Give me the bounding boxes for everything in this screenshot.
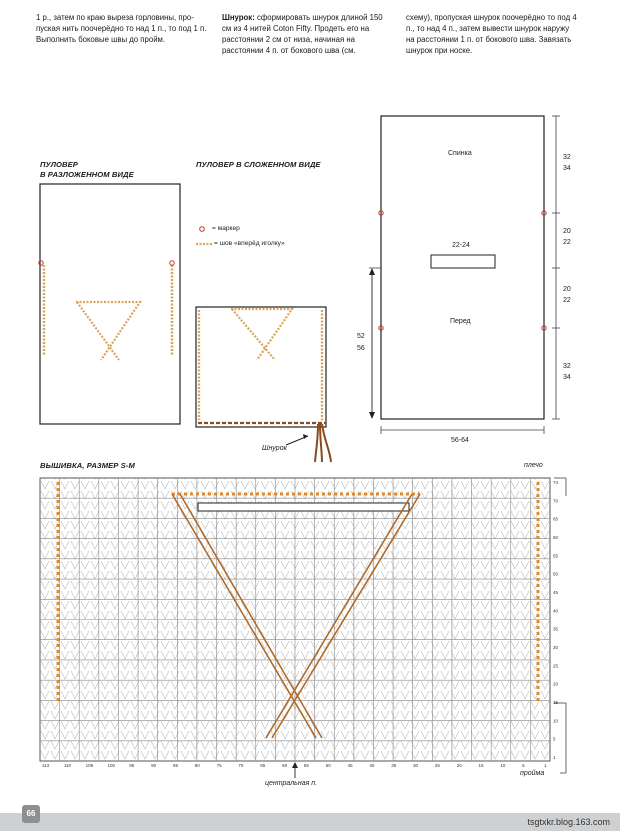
folded-diagram [196,307,331,462]
chart-x-tick: 113 [42,763,50,768]
site-url: tsgtxkr.blog.163.com [527,817,610,827]
measure-label: 22 [563,239,571,246]
chart-x-tick: 10 [500,763,506,768]
legend-seam-label: = шов «вперёд иголку» [214,240,285,247]
chart-x-tick: 100 [107,763,115,768]
chart-x-tick: 50 [325,763,331,768]
measure-label: 20 [563,228,571,235]
back-label: Спинка [448,150,472,157]
text-col1: 1 р., затем по краю выреза горловины, про-пуская нить поочерёдно то над 1 п., то под 1 п. [36,13,207,33]
unfolded-outline [40,184,180,424]
legend-marker-label: = маркер [212,225,240,232]
chart-x-tick: 60 [282,763,288,768]
unfolded-v-stitch [76,302,140,360]
chart-y-tick: 30 [553,645,559,650]
chart-x-tick: 25 [434,763,440,768]
chart-y-tick: 15 [553,700,559,705]
text-col1b: Выполнить боковые швы до пройм. [36,35,166,44]
marker-legend-icon [200,227,205,232]
neckline-bar [198,503,409,511]
chart-y-tick: 1 [553,755,556,760]
chart-x-tick: 5 [522,763,525,768]
chart-y-tick: 35 [553,626,559,632]
measure-label: 22 [563,297,571,304]
chart-y-tick: 25 [553,663,559,669]
measure-label: 32 [563,363,571,370]
chart-x-tick: 15 [478,763,484,768]
chart-x-tick: 75 [216,763,222,768]
cord-end [315,424,318,462]
chart-y-tick: 55 [553,553,559,559]
center-stitch-label: центральная п. [265,780,318,787]
chart-x-tick: 40 [369,763,375,768]
chart-y-tick: 60 [553,535,559,540]
chart-y-tick: 70 [553,498,559,504]
text-col2-bold: Шнурок: [222,13,255,22]
folded-outline [196,307,326,427]
chart-x-tick: 80 [194,763,200,768]
width-label: 56-64 [451,437,469,444]
chart-y-tick: 45 [553,590,559,595]
armhole-label: пройма [520,770,545,777]
chart-x-tick: 105 [85,763,94,768]
legend [196,227,212,244]
neck-label: 22-24 [452,242,470,249]
length-label-2: 56 [357,345,365,352]
chart-x-tick: 90 [151,763,157,768]
shoulder-label: плечо [524,462,543,469]
cord-label: Шнурок [262,445,287,452]
chart-x-tick: 20 [456,763,462,768]
chart-x-tick: 55 [303,763,309,768]
title-folded: ПУЛОВЕР В СЛОЖЕННОМ ВИДЕ [196,160,321,169]
chart-y-tick: 40 [553,608,559,614]
front-label: Перед [450,318,471,325]
text-col3: схему), пропуская шнурок поочерёдно то под 4 п., то над 4 п., затем вывести шнурок наружу на расстоянии 1 п. от бокового шва. Завязать шнурок при носке. [406,13,577,55]
marker-icon [170,261,174,265]
chart-x-tick: 1 [544,763,547,768]
embroidery-chart [40,478,566,778]
title-unfolded-1: ПУЛОВЕР [40,160,78,169]
text-col2: сформировать шнурок длиной 150 см из 4 нитей Coton Fifty. Продеть его на расстоянии 2 см от низа, начиная на расстоянии 4 п. от бокового шва (см. [222,13,383,55]
chart-x-tick: 30 [413,763,419,768]
chart-x-tick: 70 [238,763,244,768]
title-unfolded-2: В РАЗЛОЖЕННОМ ВИДЕ [40,170,134,179]
page-number: 66 [22,805,40,823]
chart-y-tick: 50 [553,571,559,577]
measure-label: 20 [563,286,571,293]
measure-label: 34 [563,374,571,381]
chart-y-tick: 74 [553,480,559,485]
chart-y-tick: 5 [553,736,556,742]
chart-y-tick: 20 [553,681,559,687]
neck-opening [431,255,495,268]
chart-x-tick: 85 [172,763,178,768]
chart-x-tick: 65 [260,763,266,768]
chart-x-tick: 45 [347,763,353,768]
length-label-1: 52 [357,333,365,340]
measure-label: 32 [563,154,571,161]
chart-y-tick: 65 [553,516,559,522]
title-embroidery: ВЫШИВКА, РАЗМЕР S-M [40,461,135,470]
chart-x-tick: 110 [63,763,72,768]
chart-y-tick: 10 [553,718,559,724]
unfolded-diagram [39,184,180,424]
measure-label: 34 [563,165,571,172]
chart-x-tick: 95 [129,763,135,768]
chart-x-tick: 35 [391,763,397,768]
measurements-diagram [369,116,560,434]
